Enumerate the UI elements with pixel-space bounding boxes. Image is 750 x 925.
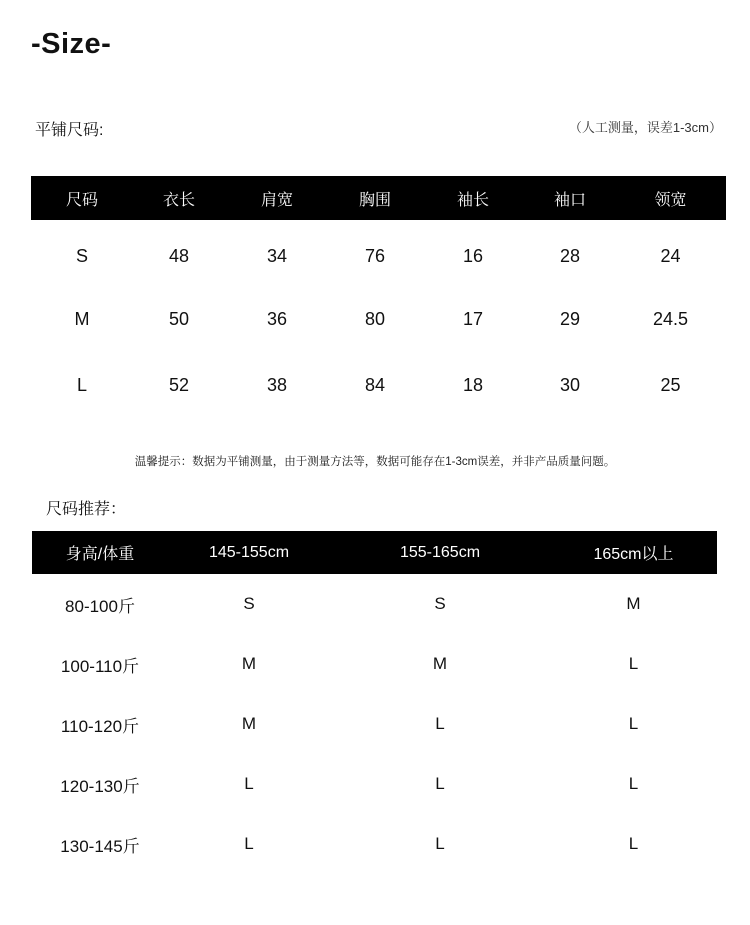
header-size: 尺码 xyxy=(31,176,133,220)
header-height-155-165: 155-165cm xyxy=(330,531,550,574)
table-cell: L xyxy=(435,834,445,853)
header-height-weight: 身高/体重 xyxy=(32,531,168,574)
table-cell: 18 xyxy=(462,374,484,395)
table-cell: L xyxy=(435,714,445,733)
page-title: -Size- xyxy=(31,28,112,60)
header-cuff: 袖口 xyxy=(525,176,615,220)
table-cell: S xyxy=(243,594,255,613)
table-cell: S xyxy=(434,594,446,613)
table-row xyxy=(32,634,717,694)
measurement-tip: 温馨提示：数据为平铺测量，由于测量方法等，数据可能存在1-3cm误差，并非产品质量问题。 xyxy=(134,456,616,468)
table-cell: 36 xyxy=(266,308,288,329)
table-cell: 50 xyxy=(168,308,190,329)
table-cell: M xyxy=(241,654,257,673)
table-cell: M xyxy=(626,594,641,613)
table-cell: 28 xyxy=(559,245,581,266)
table-row xyxy=(31,286,726,352)
weight-cell: 130-145斤 xyxy=(60,836,140,856)
header-height-165-up: 165cm以上 xyxy=(550,531,717,574)
size-recommend-table xyxy=(32,531,717,874)
weight-cell: 120-130斤 xyxy=(60,776,140,796)
table-cell: 17 xyxy=(462,308,484,329)
table-row xyxy=(31,352,726,418)
table-row xyxy=(32,814,717,874)
flat-size-table xyxy=(31,176,726,418)
table-cell: L xyxy=(628,714,639,733)
table-row xyxy=(32,694,717,754)
table-cell: 24.5 xyxy=(652,308,689,329)
size-recommend-label: 尺码推荐： xyxy=(46,501,127,518)
table-row xyxy=(32,754,717,814)
table-cell: 38 xyxy=(266,374,288,395)
weight-cell: 80-100斤 xyxy=(65,596,135,616)
table-cell: L xyxy=(628,654,639,673)
table-cell: L xyxy=(244,834,254,853)
header-height-145-155: 145-155cm xyxy=(168,531,330,574)
table-cell: 24 xyxy=(660,245,681,266)
header-shoulder: 肩宽 xyxy=(225,176,329,220)
table-row xyxy=(31,220,726,286)
table-cell: L xyxy=(244,774,254,793)
table-cell: 52 xyxy=(168,374,190,395)
header-collar: 领宽 xyxy=(615,176,726,220)
weight-cell: 110-120斤 xyxy=(60,716,140,736)
table-cell: 34 xyxy=(266,245,288,266)
table-cell: 76 xyxy=(364,245,386,266)
table-row xyxy=(32,574,717,634)
table-cell: M xyxy=(241,714,257,733)
flat-size-label: 平铺尺码: xyxy=(35,122,104,139)
table-cell: 80 xyxy=(364,308,386,329)
table-cell: M xyxy=(432,654,448,673)
table-cell: 25 xyxy=(660,374,681,395)
table-header-row xyxy=(32,531,717,574)
table-cell: 30 xyxy=(559,374,581,395)
table-cell: S xyxy=(75,245,88,266)
header-sleeve: 袖长 xyxy=(421,176,525,220)
header-chest: 胸围 xyxy=(329,176,421,220)
measurement-note: （人工测量，误差1-3cm） xyxy=(568,120,722,135)
table-cell: M xyxy=(74,308,90,329)
weight-cell: 100-110斤 xyxy=(60,656,140,676)
table-cell: 29 xyxy=(559,308,581,329)
table-cell: 16 xyxy=(462,245,484,266)
table-header-row xyxy=(31,176,726,220)
header-length: 衣长 xyxy=(133,176,225,220)
table-cell: 48 xyxy=(168,245,190,266)
table-cell: L xyxy=(76,374,87,395)
table-cell: 84 xyxy=(364,374,386,395)
table-cell: L xyxy=(628,834,639,853)
table-cell: L xyxy=(628,774,639,793)
table-cell: L xyxy=(435,774,445,793)
